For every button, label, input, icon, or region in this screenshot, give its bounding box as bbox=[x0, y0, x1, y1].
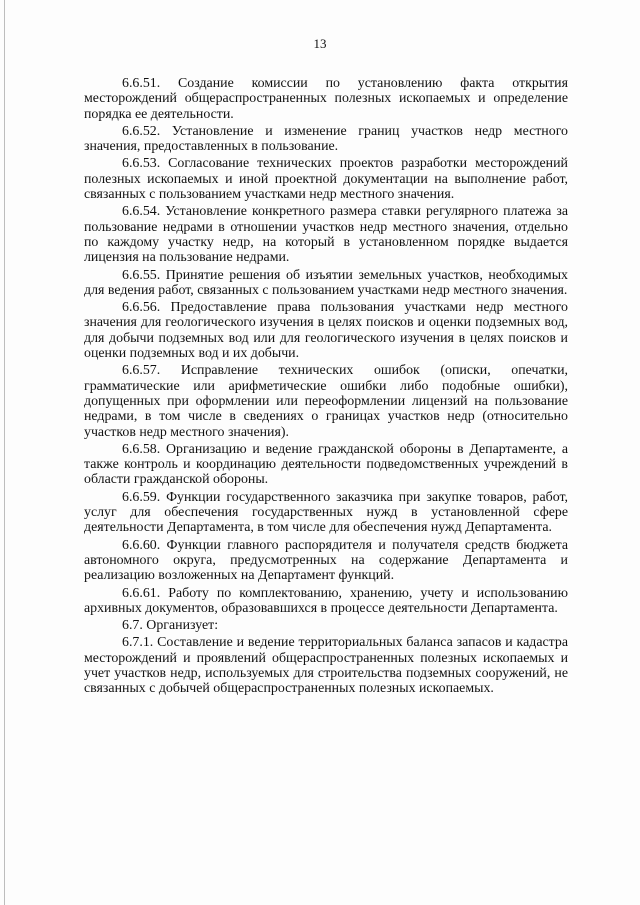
paragraph-6-6-56: 6.6.56. Предоставление права пользования участками недр местного значения для геологического изучения в целях поисков и оценки подземных вод, для добычи подземных вод или для геологического изучения в целях поисков и оценки подземных вод и их добычи. bbox=[84, 300, 568, 362]
paragraph-6-6-59: 6.6.59. Функции государственного заказчика при закупке товаров, работ, услуг для обеспечения государственных нужд в установленной сфере деятельности Департамента, в том числе для обеспечения нужд Департамента. bbox=[84, 489, 568, 536]
paragraph-6-6-54: 6.6.54. Установление конкретного размера ставки регулярного платежа за пользование недрами в отношении участков недр местного значения, отдельно по каждому участку недр, на который в установленном порядке выдается лицензия на пользование недрами. bbox=[84, 204, 568, 266]
document-body bbox=[84, 76, 568, 699]
paragraph-6-6-60: 6.6.60. Функции главного распорядителя и получателя средств бюджета автономного округа, предусмотренных на содержание Департамента и реализацию возложенных на Департамент функций. bbox=[84, 537, 568, 584]
paragraph-6-6-51: 6.6.51. Создание комиссии по установлению факта открытия месторождений общераспространенных полезных ископаемых и определение порядка ее деятельности. bbox=[84, 76, 568, 122]
paragraph-6-6-52: 6.6.52. Установление и изменение границ участков недр местного значения, предоставленных в пользование. bbox=[84, 123, 568, 155]
paragraph-6-7-heading: 6.7. Организует: bbox=[122, 618, 219, 634]
page-number: 13 bbox=[313, 36, 327, 51]
paragraph-6-6-55: 6.6.55. Принятие решения об изъятии земельных участков, необходимых для ведения работ, связанных с пользованием участками недр местного значения. bbox=[84, 267, 568, 298]
scan-edge-line bbox=[4, 0, 5, 905]
paragraph-6-6-61: 6.6.61. Работу по комплектованию, хранению, учету и использованию архивных документов, образовавшихся в процессе деятельности Департамента. bbox=[84, 585, 568, 616]
paragraph-6-6-58: 6.6.58. Организацию и ведение гражданской обороны в Департаменте, а также контроль и координацию деятельности подведомственных учреждений в области гражданской обороны. bbox=[84, 441, 568, 488]
paragraph-6-7-1: 6.7.1. Составление и ведение территориальных баланса запасов и кадастра месторождений и проявлений общераспространенных полезных ископаемых и учет участков недр, используемых для строительства подземных сооружений, не связанных с добычей общераспространенных полезных ископаемых. bbox=[84, 635, 568, 697]
paragraph-6-6-57: 6.6.57. Исправление технических ошибок (описки, опечатки, грамматические или арифметические ошибки либо подобные ошибки), допущенных при оформлении или переоформлении лицензий на пользование недрами, в том числе в сведениях о границах участков недр (относительно участков недр местного значения). bbox=[84, 363, 568, 440]
paragraph-6-6-53: 6.6.53. Согласование технических проектов разработки месторождений полезных ископаемых и иной проектной документации на выполнение работ, связанных с пользованием участками недр местного значения. bbox=[84, 156, 568, 203]
